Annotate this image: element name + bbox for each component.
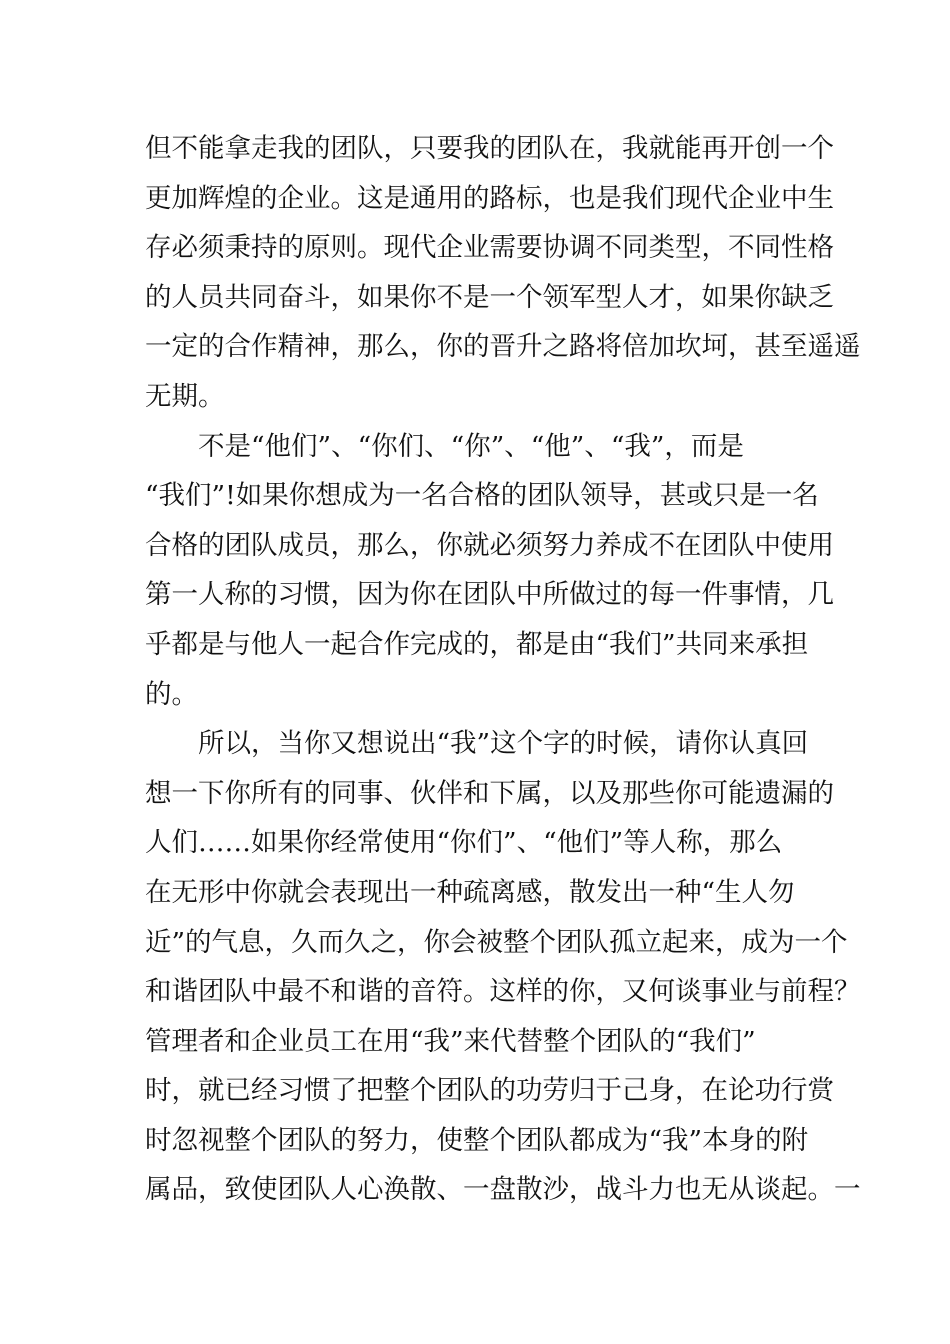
text-line: 和谐团队中最不和谐的音符。这样的你，又何谈事业与前程？ xyxy=(145,976,861,1008)
paragraph-1 xyxy=(145,124,861,422)
text-line: 近”的气息，久而久之，你会被整个团队孤立起来，成为一个 xyxy=(145,926,848,958)
text-line: 更加辉煌的企业。这是通用的路标，也是我们现代企业中生 xyxy=(145,182,834,214)
text-line: 管理者和企业员工在用“我”来代替整个团队的“我们” xyxy=(145,1025,756,1057)
body-text xyxy=(145,124,861,1215)
text-line: 存必须秉持的原则。现代企业需要协调不同类型，不同性格 xyxy=(145,232,834,264)
text-line: 的人员共同奋斗，如果你不是一个领军型人才，如果你缺乏 xyxy=(145,281,834,313)
text-line: 一定的合作精神，那么，你的晋升之路将倍加坎坷，甚至遥遥 xyxy=(145,331,861,363)
text-line: 想一下你所有的同事、伙伴和下属，以及那些你可能遗漏的 xyxy=(145,777,834,809)
text-line: 但不能拿走我的团队，只要我的团队在，我就能再开创一个 xyxy=(145,133,834,164)
text-line: 无期。 xyxy=(145,380,225,412)
text-line: 在无形中你就会表现出一种疏离感，散发出一种“生人勿 xyxy=(145,876,795,908)
paragraph-2 xyxy=(145,422,834,720)
text-line: “我们”!如果你想成为一名合格的团队领导，甚或只是一名 xyxy=(145,480,819,512)
text-line: 所以，当你又想说出“我”这个字的时候，请你认真回 xyxy=(198,728,809,760)
text-line: 的。 xyxy=(145,678,198,710)
text-line: 人们……如果你经常使用“你们”、“他们”等人称，那么 xyxy=(145,827,783,859)
text-line: 不是“他们”、“你们、“你”、“他”、“我”，而是 xyxy=(198,430,744,462)
text-line: 属品，致使团队人心涣散、一盘散沙，战斗力也无从谈起。一 xyxy=(145,1174,861,1206)
text-line: 第一人称的习惯，因为你在团队中所做过的每一件事情，几 xyxy=(145,579,834,611)
text-line: 合格的团队成员，那么，你就必须努力养成不在团队中使用 xyxy=(145,529,834,561)
text-line: 时，就已经习惯了把整个团队的功劳归于己身，在论功行赏 xyxy=(145,1075,834,1107)
paragraph-3 xyxy=(145,719,861,1215)
text-line: 乎都是与他人一起合作完成的，都是由“我们”共同来承担 xyxy=(145,628,809,660)
text-line: 时忽视整个团队的努力，使整个团队都成为“我”本身的附 xyxy=(145,1124,809,1156)
